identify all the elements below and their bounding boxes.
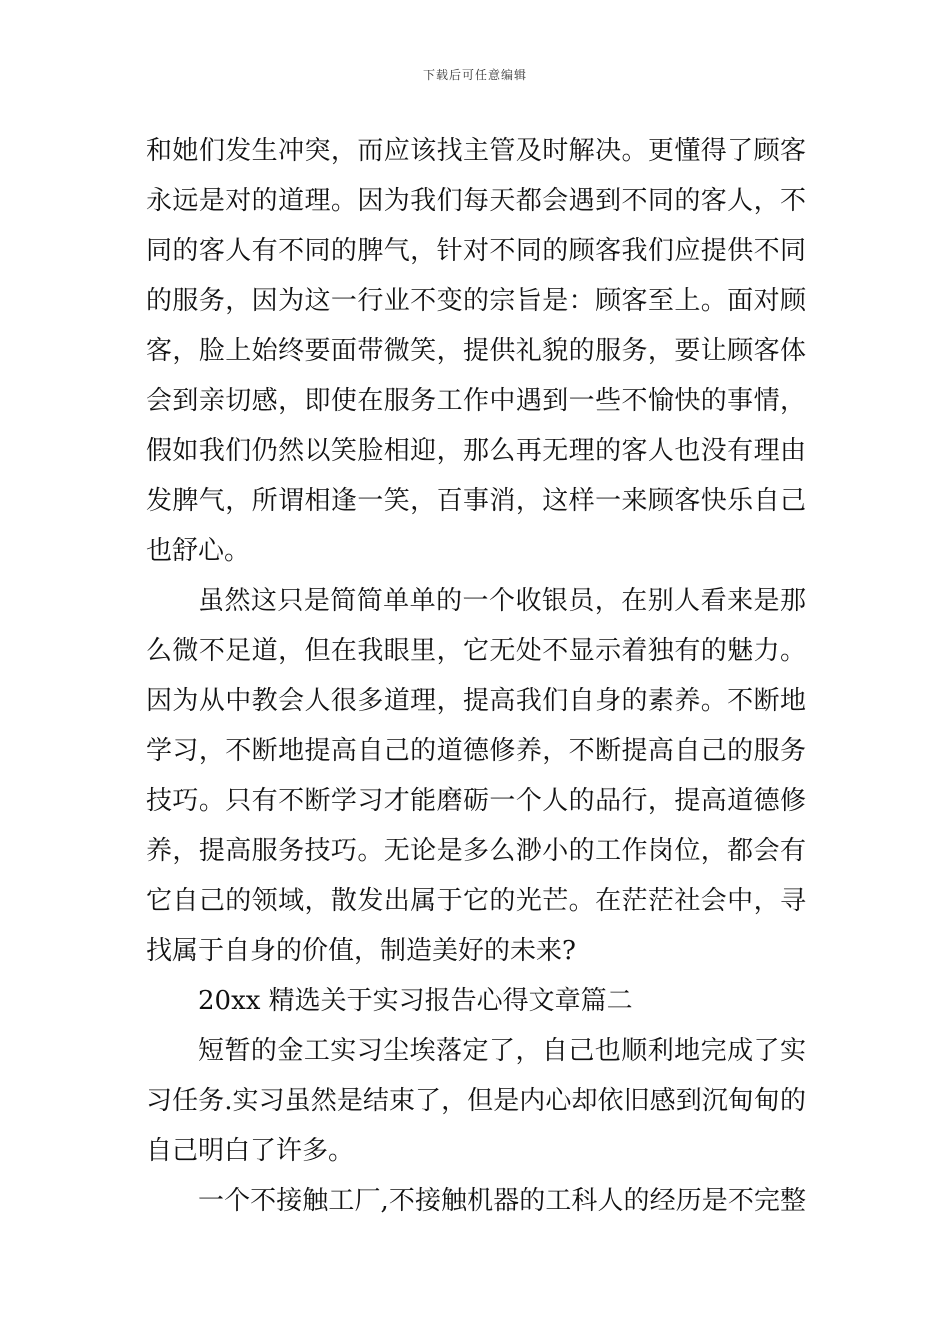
text-line: 也舒心。 — [146, 536, 251, 566]
text-line: 它自己的领域，散发出属于它的光芒。在茫茫社会中，寻 — [146, 886, 806, 916]
text-line: 发脾气，所谓相逢一笑，百事消，这样一来顾客快乐自己 — [146, 486, 806, 516]
text-line: 客，脸上始终要面带微笑，提供礼貌的服务，要让顾客体 — [146, 336, 806, 366]
text-line: 养，提高服务技巧。无论是多么渺小的工作岗位，都会有 — [146, 836, 806, 866]
text-line: 短暂的金工实习尘埃落定了，自己也顺利地完成了实 — [198, 1036, 806, 1066]
text-line: 么微不足道，但在我眼里，它无处不显示着独有的魅力。 — [146, 636, 806, 666]
text-line: 自己明白了许多。 — [146, 1136, 355, 1166]
text-line: 假如我们仍然以笑脸相迎，那么再无理的客人也没有理由 — [146, 436, 806, 466]
text-line: 虽然这只是简简单单的一个收银员，在别人看来是那 — [198, 586, 806, 616]
text-line: 技巧。只有不断学习才能磨砺一个人的品行，提高道德修 — [146, 786, 806, 816]
text-line: 永远是对的道理。因为我们每天都会遇到不同的客人，不 — [146, 186, 806, 216]
text-line: 学习，不断地提高自己的道德修养，不断提高自己的服务 — [146, 736, 806, 766]
text-line: 会到亲切感，即使在服务工作中遇到一些不愉快的事情， — [146, 386, 806, 416]
document-body — [146, 126, 806, 1226]
text-line: 同的客人有不同的脾气，针对不同的顾客我们应提供不同 — [146, 236, 806, 266]
text-line: 一个不接触工厂,不接触机器的工科人的经历是不完整 — [198, 1186, 806, 1216]
section-heading: 20xx 精选关于实习报告心得文章篇二 — [198, 986, 633, 1016]
text-line: 的服务，因为这一行业不变的宗旨是：顾客至上。面对顾 — [146, 286, 806, 316]
text-line: 和她们发生冲突，而应该找主管及时解决。更懂得了顾客 — [146, 136, 806, 166]
text-line: 因为从中教会人很多道理，提高我们自身的素养。不断地 — [146, 686, 806, 716]
text-line: 找属于自身的价值，制造美好的未来? — [146, 936, 576, 966]
header-note: 下载后可任意编辑 — [422, 68, 527, 82]
text-line: 习任务.实习虽然是结束了，但是内心却依旧感到沉甸甸的 — [146, 1086, 806, 1116]
